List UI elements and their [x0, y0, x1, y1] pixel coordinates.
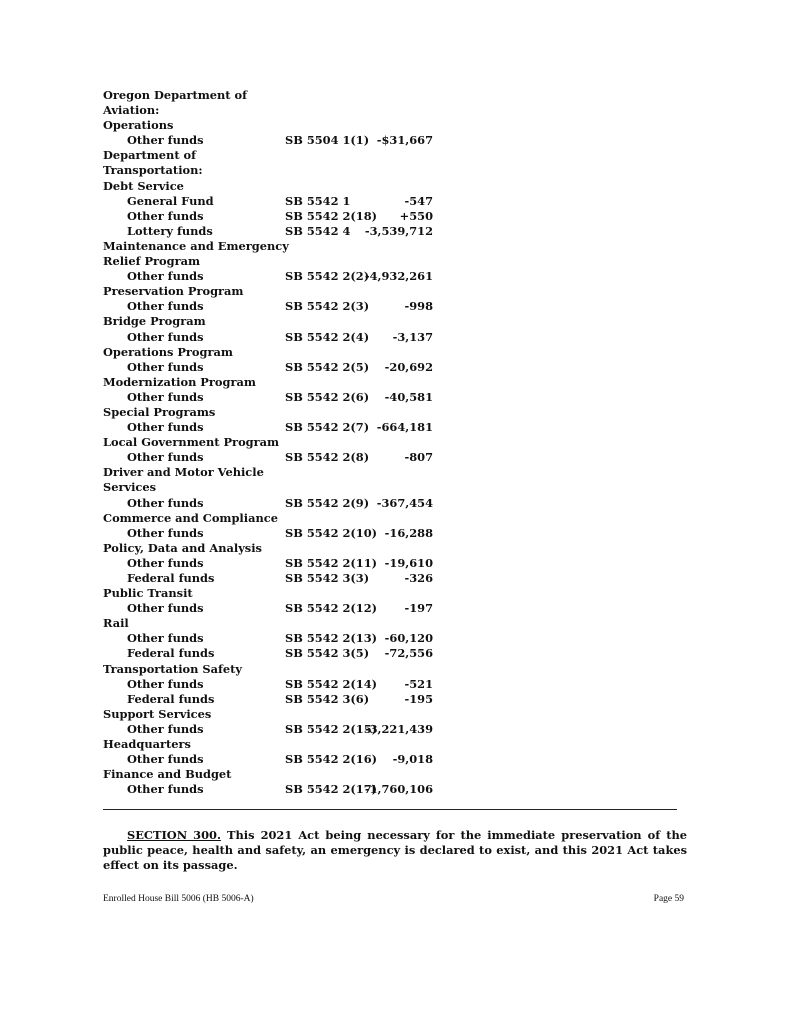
fund-row — [103, 496, 443, 511]
amount: -3,137 — [392, 329, 433, 344]
bill-reference: SB 5542 2(6) — [285, 389, 370, 404]
category-heading — [103, 405, 443, 420]
category-heading — [103, 239, 443, 254]
category-heading — [103, 616, 443, 631]
section-divider — [103, 809, 677, 810]
heading-label: Preservation Program — [103, 284, 244, 299]
amount: -4,932,261 — [364, 269, 433, 284]
fund-label: Other funds — [127, 133, 204, 148]
section-text: This 2021 Act being necessary for the immediate preservation of the public peace, health and safety, an emergency is declared to exist, and this 2021 Act takes effect on its passage. — [103, 828, 687, 873]
amount: -197 — [404, 601, 433, 616]
heading-label: Local Government Program — [103, 435, 280, 450]
amount: -3,539,712 — [364, 223, 433, 238]
category-heading — [103, 541, 443, 556]
fund-row — [103, 194, 443, 209]
fund-row — [103, 631, 443, 646]
amount: -$31,667 — [376, 133, 433, 148]
bill-reference: SB 5542 3(6) — [285, 691, 370, 706]
fund-label: Other funds — [127, 752, 204, 767]
heading-label: Commerce and Compliance — [103, 510, 278, 525]
amount: -807 — [404, 450, 433, 465]
heading-label: Aviation: — [103, 103, 160, 118]
amount: +550 — [399, 208, 433, 223]
category-heading — [103, 435, 443, 450]
heading-label: Oregon Department of — [103, 88, 248, 102]
section-heading: SECTION 300. — [127, 828, 221, 842]
bill-reference: SB 5542 2(2) — [285, 269, 370, 284]
fund-row — [103, 692, 443, 707]
bill-reference: SB 5542 2(7) — [285, 420, 370, 435]
heading-label: Finance and Budget — [103, 767, 232, 782]
appropriations-table — [103, 88, 443, 797]
fund-row — [103, 526, 443, 541]
category-heading — [103, 465, 443, 480]
fund-row — [103, 601, 443, 616]
category-heading — [103, 118, 443, 133]
amount: -521 — [404, 676, 433, 691]
fund-row — [103, 677, 443, 692]
category-heading — [103, 284, 443, 299]
fund-label: Other funds — [127, 208, 204, 223]
fund-row — [103, 330, 443, 345]
bill-reference: SB 5542 2(3) — [285, 299, 370, 314]
heading-label: Bridge Program — [103, 314, 206, 329]
amount: -1,760,106 — [364, 782, 433, 797]
bill-reference: SB 5542 2(18) — [285, 208, 378, 223]
fund-label: Other funds — [127, 299, 204, 314]
category-heading — [103, 254, 443, 269]
fund-label: Other funds — [127, 329, 204, 344]
fund-row — [103, 209, 443, 224]
fund-label: Federal funds — [127, 571, 215, 585]
fund-label: Other funds — [127, 359, 204, 374]
heading-label: Relief Program — [103, 254, 201, 269]
amount: -998 — [404, 299, 433, 314]
bill-reference: SB 5542 2(10) — [285, 525, 378, 540]
heading-label: Maintenance and Emergency — [103, 238, 289, 253]
fund-label: General Fund — [127, 193, 214, 208]
bill-reference: SB 5542 2(15) — [285, 721, 378, 736]
bill-reference: SB 5542 3(3) — [285, 571, 370, 585]
fund-label: Other funds — [127, 525, 204, 540]
heading-label: Transportation Safety — [103, 661, 242, 676]
heading-label: Support Services — [103, 706, 212, 721]
heading-label: Debt Service — [103, 178, 184, 193]
fund-row — [103, 390, 443, 405]
footer-bill-title: Enrolled House Bill 5006 (HB 5006-A) — [103, 894, 254, 904]
bill-reference: SB 5542 2(8) — [285, 450, 370, 465]
fund-row — [103, 299, 443, 314]
category-heading — [103, 179, 443, 194]
category-heading — [103, 586, 443, 601]
fund-label: Other funds — [127, 450, 204, 465]
bill-reference: SB 5542 3(5) — [285, 646, 370, 661]
amount: -547 — [404, 193, 433, 208]
category-heading — [103, 480, 443, 495]
amount: -326 — [404, 571, 433, 585]
category-heading — [103, 148, 443, 163]
heading-label: Transportation: — [103, 163, 203, 178]
heading-label: Policy, Data and Analysis — [103, 540, 262, 555]
category-heading — [103, 314, 443, 329]
fund-row — [103, 646, 443, 661]
fund-label: Other funds — [127, 420, 204, 435]
bill-reference: SB 5542 4 — [285, 223, 351, 238]
bill-reference: SB 5542 2(4) — [285, 329, 370, 344]
heading-label: Modernization Program — [103, 374, 256, 389]
fund-label: Other funds — [127, 631, 204, 646]
amount: -60,120 — [384, 631, 433, 646]
bill-reference: SB 5542 2(14) — [285, 676, 378, 691]
category-heading — [103, 88, 443, 103]
amount: -9,018 — [392, 752, 433, 767]
category-heading — [103, 163, 443, 178]
bill-reference: SB 5542 2(5) — [285, 359, 370, 374]
bill-reference: SB 5542 2(17) — [285, 782, 378, 797]
amount: -367,454 — [376, 495, 433, 510]
bill-reference: SB 5542 2(12) — [285, 601, 378, 616]
bill-reference: SB 5504 1(1) — [285, 133, 370, 148]
bill-reference: SB 5542 2(9) — [285, 495, 370, 510]
fund-row — [103, 571, 443, 586]
bill-reference: SB 5542 2(13) — [285, 631, 378, 646]
category-heading — [103, 737, 443, 752]
fund-label: Other funds — [127, 269, 204, 284]
fund-row — [103, 556, 443, 571]
amount: -40,581 — [384, 389, 433, 404]
fund-label: Other funds — [127, 601, 204, 616]
section-300-paragraph — [103, 828, 687, 874]
amount: -20,692 — [384, 359, 433, 374]
heading-label: Department of — [103, 148, 197, 163]
category-heading — [103, 707, 443, 722]
amount: -72,556 — [384, 646, 433, 661]
heading-label: Services — [103, 480, 157, 495]
fund-label: Federal funds — [127, 646, 215, 661]
category-heading — [103, 511, 443, 526]
heading-label: Operations — [103, 118, 174, 133]
bill-reference: SB 5542 2(11) — [285, 555, 378, 570]
fund-label: Lottery funds — [127, 223, 213, 238]
fund-label: Federal funds — [127, 691, 215, 706]
fund-row — [103, 782, 443, 797]
heading-label: Driver and Motor Vehicle — [103, 465, 264, 480]
heading-label: Public Transit — [103, 586, 193, 601]
fund-label: Other funds — [127, 389, 204, 404]
fund-row — [103, 224, 443, 239]
heading-label: Headquarters — [103, 737, 191, 752]
fund-row — [103, 420, 443, 435]
footer-page-number: Page 59 — [653, 894, 684, 904]
fund-row — [103, 450, 443, 465]
bill-reference: SB 5542 2(16) — [285, 752, 378, 767]
category-heading — [103, 375, 443, 390]
fund-row — [103, 722, 443, 737]
heading-label: Special Programs — [103, 404, 216, 419]
fund-label: Other funds — [127, 495, 204, 510]
fund-row — [103, 133, 443, 148]
fund-label: Other funds — [127, 782, 204, 797]
amount: -195 — [404, 691, 433, 706]
heading-label: Operations Program — [103, 344, 233, 359]
amount: -16,288 — [384, 525, 433, 540]
fund-row — [103, 752, 443, 767]
amount: -3,221,439 — [364, 721, 433, 736]
fund-label: Other funds — [127, 555, 204, 570]
fund-label: Other funds — [127, 721, 204, 736]
category-heading — [103, 103, 443, 118]
category-heading — [103, 345, 443, 360]
amount: -19,610 — [384, 555, 433, 570]
category-heading — [103, 662, 443, 677]
fund-row — [103, 360, 443, 375]
category-heading — [103, 767, 443, 782]
fund-label: Other funds — [127, 676, 204, 691]
amount: -664,181 — [376, 420, 433, 435]
heading-label: Rail — [103, 616, 129, 631]
fund-row — [103, 269, 443, 284]
bill-reference: SB 5542 1 — [285, 193, 351, 208]
